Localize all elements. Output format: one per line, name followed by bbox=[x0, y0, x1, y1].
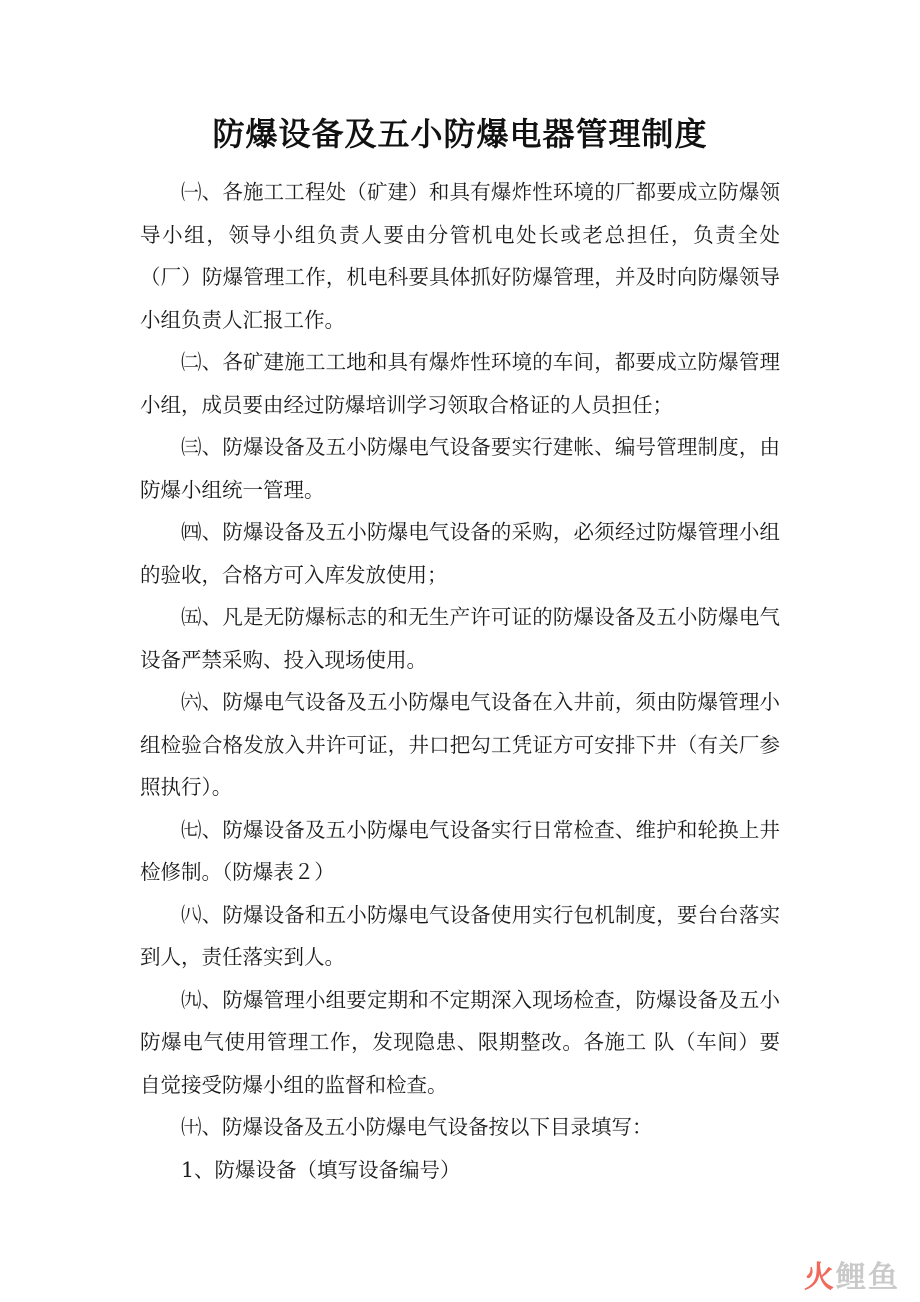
document-title: 防爆设备及五小防爆电器管理制度 bbox=[212, 115, 708, 153]
document-body bbox=[140, 171, 780, 1191]
paragraph-7: ㈦、防爆设备及五小防爆电气设备实行日常检查、维护和轮换上井检修制。（防爆表２） bbox=[140, 817, 780, 884]
watermark-logo bbox=[804, 1254, 900, 1294]
paragraph-1: ㈠、各施工工程处（矿建）和具有爆炸性环境的厂都要成立防爆领导小组，领导小组负责人要由分管机电处长或老总担任，负责全处（厂）防爆管理工作，机电科要具体抓好防爆管理，并及时向防爆领导小组负责人汇报工作。 bbox=[140, 180, 780, 332]
watermark-part-1: 火 bbox=[804, 1260, 836, 1295]
paragraph-6: ㈥、防爆电气设备及五小防爆电气设备在入井前，须由防爆管理小组检验合格发放入井许可证，井口把勾工凭证方可安排下井（有关厂参照执行）。 bbox=[140, 690, 780, 799]
paragraph-9: ㈨、防爆管理小组要定期和不定期深入现场检查，防爆设备及五小防爆电气使用管理工作，发现隐患、限期整改。各施工 队（车间）要自觉接受防爆小组的监督和检查。 bbox=[140, 987, 780, 1097]
watermark-part-2: 鲤鱼 bbox=[836, 1260, 900, 1295]
paragraph-3: ㈢、防爆设备及五小防爆电气设备要实行建帐、编号管理制度，由防爆小组统一管理。 bbox=[140, 435, 780, 502]
paragraph-11: 1、防爆设备（填写设备编号） bbox=[181, 1157, 461, 1182]
paragraph-2: ㈡、各矿建施工工地和具有爆炸性环境的车间，都要成立防爆管理小组，成员要由经过防爆培训学习领取合格证的人员担任； bbox=[140, 350, 780, 417]
paragraph-10: ㈩、防爆设备及五小防爆电气设备按以下目录填写： bbox=[181, 1115, 653, 1139]
paragraph-8: ㈧、防爆设备和五小防爆电气设备使用实行包机制度，要台台落实到人，责任落实到人。 bbox=[140, 902, 780, 969]
paragraph-4: ㈣、防爆设备及五小防爆电气设备的采购，必须经过防爆管理小组的验收，合格方可入库发放使用； bbox=[140, 520, 780, 587]
paragraph-5: ㈤、凡是无防爆标志的和无生产许可证的防爆设备及五小防爆电气设备严禁采购、投入现场使用。 bbox=[140, 605, 780, 672]
